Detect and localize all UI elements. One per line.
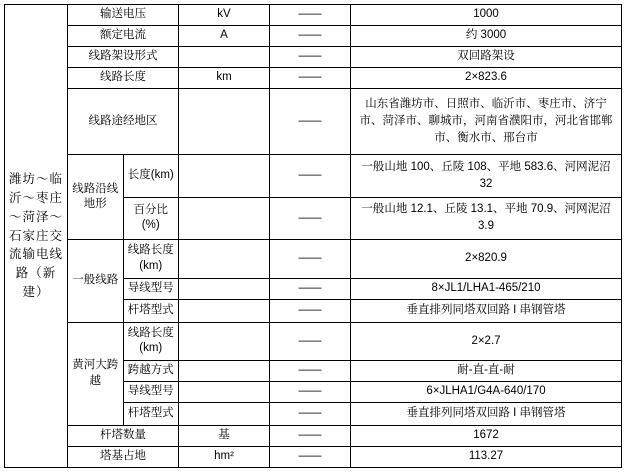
row-unit xyxy=(179,382,270,403)
row-value: 山东省潍坊市、日照市、临沂市、枣庄市、济宁市、菏泽市、聊城市，河南省濮阳市，河北省邯郸市、衡水市、邢台市 xyxy=(351,88,622,155)
row-label: 额定电流 xyxy=(68,25,179,46)
row-value: 一般山地 100、丘陵 108、平地 583.6、河网泥沼 32 xyxy=(351,155,622,197)
row-label: 塔基占地 xyxy=(68,446,179,467)
row-value: 一般山地 12.1、丘陵 13.1、平地 70.9、河网泥沼 3.9 xyxy=(351,197,622,239)
row-label: 线路架设形式 xyxy=(68,46,179,67)
row-unit: km xyxy=(179,67,270,88)
row-value: 耐-直-直-耐 xyxy=(351,361,622,382)
row-dash: —— xyxy=(270,322,351,361)
table-row xyxy=(5,155,622,197)
row-unit xyxy=(179,46,270,67)
row-value: 2×823.6 xyxy=(351,67,622,88)
row-value: 约 3000 xyxy=(351,25,622,46)
row-label: 线路长度(km) xyxy=(123,322,179,361)
row-dash: —— xyxy=(270,25,351,46)
row-value: 双回路架设 xyxy=(351,46,622,67)
row-label: 导线型号 xyxy=(123,278,179,299)
row-dash: —— xyxy=(270,403,351,426)
row-unit xyxy=(179,403,270,426)
category-label: 黄河大跨越 xyxy=(68,322,124,425)
row-dash: —— xyxy=(270,361,351,382)
table-row xyxy=(5,88,622,155)
row-label: 导线型号 xyxy=(123,382,179,403)
row-value: 1000 xyxy=(351,5,622,26)
row-unit xyxy=(179,322,270,361)
row-label: 长度(km) xyxy=(123,155,179,197)
row-unit xyxy=(179,88,270,155)
row-label: 线路途经地区 xyxy=(68,88,179,155)
row-dash: —— xyxy=(270,299,351,322)
row-value: 113.27 xyxy=(351,446,622,467)
row-unit xyxy=(179,240,270,279)
category-label: 一般线路 xyxy=(68,240,124,322)
row-dash: —— xyxy=(270,46,351,67)
row-label: 线路长度 xyxy=(68,67,179,88)
row-dash: —— xyxy=(270,240,351,279)
row-dash: —— xyxy=(270,155,351,197)
transmission-line-spec-table xyxy=(4,4,622,468)
row-unit: A xyxy=(179,25,270,46)
row-value: 2×2.7 xyxy=(351,322,622,361)
row-dash: —— xyxy=(270,425,351,446)
row-label: 跨越方式 xyxy=(123,361,179,382)
side-header-cell: 潍坊～临沂～枣庄～菏泽～石家庄交流输电线路（新建） xyxy=(5,5,68,468)
row-label: 线路长度(km) xyxy=(123,240,179,279)
table-row xyxy=(5,67,622,88)
table-row xyxy=(5,240,622,279)
row-dash: —— xyxy=(270,382,351,403)
row-unit: 基 xyxy=(179,425,270,446)
row-dash: —— xyxy=(270,446,351,467)
table-row xyxy=(5,46,622,67)
table-row xyxy=(5,5,622,26)
row-value: 8×JL1/LHA1-465/210 xyxy=(351,278,622,299)
table-row xyxy=(5,425,622,446)
table-row xyxy=(5,446,622,467)
row-unit xyxy=(179,361,270,382)
row-unit xyxy=(179,197,270,239)
category-label: 线路沿线地形 xyxy=(68,155,124,240)
row-label: 百分比(%) xyxy=(123,197,179,239)
table-row xyxy=(5,322,622,361)
row-dash: —— xyxy=(270,88,351,155)
row-dash: —— xyxy=(270,67,351,88)
row-value: 2×820.9 xyxy=(351,240,622,279)
row-unit xyxy=(179,278,270,299)
row-dash: —— xyxy=(270,197,351,239)
row-label: 杆塔型式 xyxy=(123,299,179,322)
row-unit xyxy=(179,155,270,197)
table-row xyxy=(5,25,622,46)
row-unit: kV xyxy=(179,5,270,26)
row-label: 杆塔型式 xyxy=(123,403,179,426)
row-value: 6×JLHA1/G4A-640/170 xyxy=(351,382,622,403)
row-label: 输送电压 xyxy=(68,5,179,26)
row-unit xyxy=(179,299,270,322)
row-label: 杆塔数量 xyxy=(68,425,179,446)
row-value: 垂直排列同塔双回路 I 串钢管塔 xyxy=(351,299,622,322)
row-dash: —— xyxy=(270,5,351,26)
row-unit: hm² xyxy=(179,446,270,467)
row-dash: —— xyxy=(270,278,351,299)
row-value: 1672 xyxy=(351,425,622,446)
row-value: 垂直排列同塔双回路 I 串钢管塔 xyxy=(351,403,622,426)
